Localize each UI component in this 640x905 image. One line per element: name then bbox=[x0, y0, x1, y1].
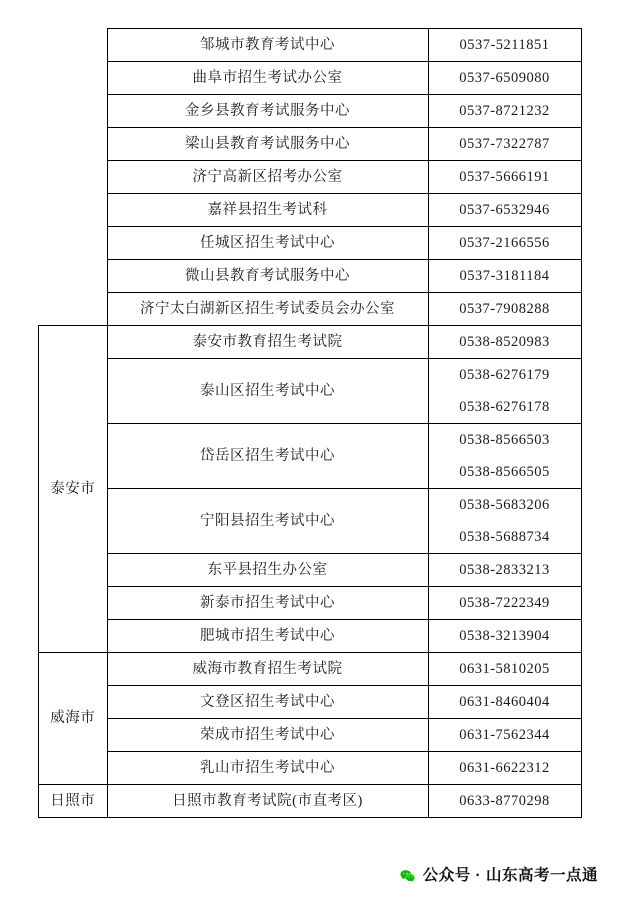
table-row bbox=[39, 620, 582, 653]
phone-line: 0538-5683206 bbox=[459, 497, 550, 513]
phone-cell: 0537-2166556 bbox=[428, 227, 581, 260]
office-cell: 嘉祥县招生考试科 bbox=[107, 194, 428, 227]
office-cell: 微山县教育考试服务中心 bbox=[107, 260, 428, 293]
phone-cell: 0537-6509080 bbox=[428, 62, 581, 95]
table-row bbox=[39, 194, 582, 227]
phone-cell bbox=[428, 489, 581, 554]
table-row bbox=[39, 686, 582, 719]
office-cell: 新泰市招生考试中心 bbox=[107, 587, 428, 620]
table-row bbox=[39, 554, 582, 587]
footer-text: 公众号 · 山东高考一点通 bbox=[422, 867, 598, 884]
table-row bbox=[39, 326, 582, 359]
table-row bbox=[39, 752, 582, 785]
phone-cell bbox=[428, 359, 581, 424]
table-row bbox=[39, 227, 582, 260]
office-cell: 泰山区招生考试中心 bbox=[107, 359, 428, 424]
table-row bbox=[39, 260, 582, 293]
office-cell: 肥城市招生考试中心 bbox=[107, 620, 428, 653]
table-row bbox=[39, 29, 582, 62]
phone-cell: 0537-5211851 bbox=[428, 29, 581, 62]
table-row bbox=[39, 489, 582, 554]
phone-cell: 0537-6532946 bbox=[428, 194, 581, 227]
table-row bbox=[39, 293, 582, 326]
phone-cell: 0537-3181184 bbox=[428, 260, 581, 293]
footer-watermark bbox=[0, 863, 640, 885]
office-cell: 岱岳区招生考试中心 bbox=[107, 424, 428, 489]
office-cell: 邹城市教育考试中心 bbox=[107, 29, 428, 62]
phone-line: 0538-8566503 bbox=[459, 432, 550, 448]
phone-cell: 0538-2833213 bbox=[428, 554, 581, 587]
table-row bbox=[39, 128, 582, 161]
phone-cell: 0537-8721232 bbox=[428, 95, 581, 128]
phone-cell: 0537-7322787 bbox=[428, 128, 581, 161]
phone-cell: 0631-6622312 bbox=[428, 752, 581, 785]
phone-cell: 0537-7908288 bbox=[428, 293, 581, 326]
region-cell bbox=[39, 29, 108, 326]
phone-cell: 0538-7222349 bbox=[428, 587, 581, 620]
table-row bbox=[39, 95, 582, 128]
phone-cell: 0633-8770298 bbox=[428, 785, 581, 818]
phone-line: 0538-6276178 bbox=[459, 399, 550, 415]
contact-table bbox=[38, 28, 582, 818]
office-cell: 金乡县教育考试服务中心 bbox=[107, 95, 428, 128]
table-row bbox=[39, 161, 582, 194]
region-cell-rizhao: 日照市 bbox=[39, 785, 108, 818]
phone-cell: 0538-3213904 bbox=[428, 620, 581, 653]
office-cell: 荣成市招生考试中心 bbox=[107, 719, 428, 752]
phone-line: 0538-5688734 bbox=[459, 529, 550, 545]
office-cell: 文登区招生考试中心 bbox=[107, 686, 428, 719]
office-cell: 济宁太白湖新区招生考试委员会办公室 bbox=[107, 293, 428, 326]
phone-cell: 0538-8520983 bbox=[428, 326, 581, 359]
office-cell: 济宁高新区招考办公室 bbox=[107, 161, 428, 194]
contact-table-body bbox=[39, 29, 582, 818]
table-row bbox=[39, 653, 582, 686]
office-cell: 宁阳县招生考试中心 bbox=[107, 489, 428, 554]
office-cell: 乳山市招生考试中心 bbox=[107, 752, 428, 785]
contact-table-container bbox=[38, 28, 578, 818]
phone-line: 0538-8566505 bbox=[459, 464, 550, 480]
region-cell-weihai: 威海市 bbox=[39, 653, 108, 785]
wechat-icon bbox=[399, 868, 416, 885]
region-cell-taian: 泰安市 bbox=[39, 326, 108, 653]
table-row bbox=[39, 424, 582, 489]
table-row bbox=[39, 62, 582, 95]
phone-line: 0538-6276179 bbox=[459, 367, 550, 383]
office-cell: 日照市教育考试院(市直考区) bbox=[107, 785, 428, 818]
phone-cell: 0631-7562344 bbox=[428, 719, 581, 752]
office-cell: 梁山县教育考试服务中心 bbox=[107, 128, 428, 161]
table-row bbox=[39, 359, 582, 424]
table-row bbox=[39, 785, 582, 818]
phone-cell: 0537-5666191 bbox=[428, 161, 581, 194]
office-cell: 曲阜市招生考试办公室 bbox=[107, 62, 428, 95]
office-cell: 任城区招生考试中心 bbox=[107, 227, 428, 260]
office-cell: 威海市教育招生考试院 bbox=[107, 653, 428, 686]
office-cell: 泰安市教育招生考试院 bbox=[107, 326, 428, 359]
phone-cell: 0631-5810205 bbox=[428, 653, 581, 686]
phone-cell bbox=[428, 424, 581, 489]
table-row bbox=[39, 587, 582, 620]
phone-cell: 0631-8460404 bbox=[428, 686, 581, 719]
table-row bbox=[39, 719, 582, 752]
office-cell: 东平县招生办公室 bbox=[107, 554, 428, 587]
